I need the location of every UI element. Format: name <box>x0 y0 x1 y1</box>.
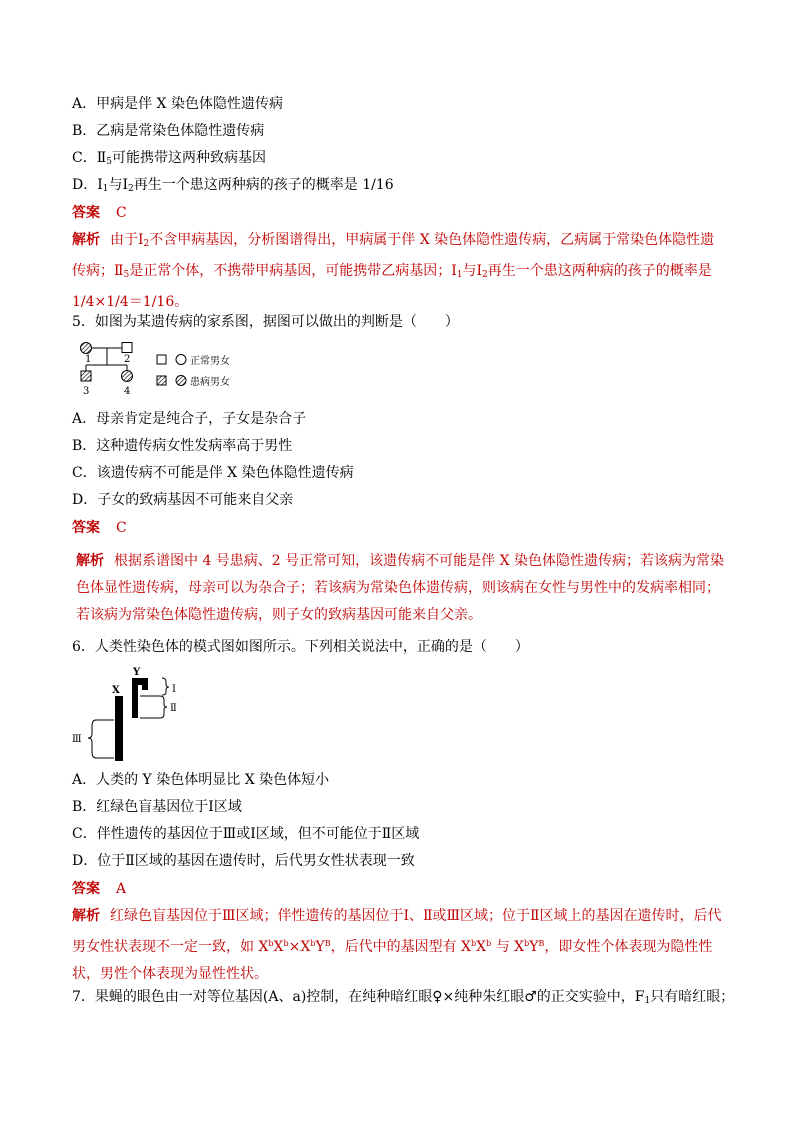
q4-answer: 答案 C <box>72 205 127 221</box>
pedigree-label-4: 4 <box>124 386 131 397</box>
q5-answer: 答案 C <box>72 520 127 536</box>
q4-option-c: C．$Ⅱ_5$可能携带这两种致病基因 <box>72 150 266 167</box>
x-chromosome-bar <box>115 696 123 761</box>
q7-stem: 7．果蝇的眼色由一对等位基因(A、a)控制，在纯种暗红眼♀×纯种朱红眼♂的正交实验中，$F_1$只有暗红眼； <box>72 989 735 1006</box>
legend-affected-female-icon <box>176 376 186 386</box>
pedigree-individual-1 <box>81 343 92 354</box>
pedigree-label-3: 3 <box>83 386 90 397</box>
q5-pedigree-diagram <box>72 338 272 400</box>
q6-option-b: B．红绿色盲基因位于Ⅰ区域 <box>72 799 242 815</box>
q6-answer: 答案 A <box>72 881 127 897</box>
pedigree-individual-3 <box>81 371 91 381</box>
pedigree-label-2: 2 <box>124 354 131 365</box>
q4-option-d: D．$Ⅰ_1$与$Ⅰ_2$再生一个患这两种病的孩子的概率是 1/16 <box>72 177 394 194</box>
legend-affected-male-icon <box>157 376 166 385</box>
region-ii-label: Ⅱ <box>170 703 177 714</box>
q5-option-a: A．母亲肯定是纯合子，子女是杂合子 <box>72 411 307 427</box>
q5-explanation: 解析 根据系谱图中 4 号患病、2 号正常可知，该遗传病不可能是伴 X 染色体隐性遗传病；若该病为常染色体显性遗传病，母亲可以为杂合子；若该病为常染色体遗传病，则该病在女性与男性中的发病率相同；若该病为常染色体隐性遗传病，则子女的致病基因可能来自父亲。 <box>76 553 725 623</box>
y-chromosome-label: Y <box>133 667 141 678</box>
q6-option-a: A．人类的 Y 染色体明显比 X 染色体短小 <box>72 772 330 788</box>
q4-option-a: A．甲病是伴 X 染色体隐性遗传病 <box>72 96 283 112</box>
legend-affected-label: 患病男女 <box>190 377 230 388</box>
q5-option-b: B．这种遗传病女性发病率高于男性 <box>72 438 293 454</box>
x-chromosome-label: X <box>112 685 120 696</box>
q5-option-d: D．子女的致病基因不可能来自父亲 <box>72 492 294 508</box>
legend-normal-male-icon <box>157 355 166 364</box>
legend-normal-label: 正常男女 <box>190 356 230 367</box>
pedigree-individual-2 <box>122 343 132 353</box>
q4-option-b: B．乙病是常染色体隐性遗传病 <box>72 123 265 139</box>
pedigree-label-1: 1 <box>85 354 92 365</box>
legend-normal-female-icon <box>176 355 186 365</box>
q6-option-d: D．位于Ⅱ区域的基因在遗传时，后代男女性状表现一致 <box>72 853 415 869</box>
region-i-label: Ⅰ <box>172 684 176 695</box>
pedigree-individual-4 <box>122 371 133 382</box>
q5-option-c: C．该遗传病不可能是伴 X 染色体隐性遗传病 <box>72 465 354 481</box>
q4-explanation: 解析 由于$Ⅰ_2$不含甲病基因，分析图谱得出，甲病属于伴 X 染色体隐性遗传病，乙病属于常染色体隐性遗传病；$Ⅱ_5$是正常个体，不携带甲病基因，可能携带乙病基因；$Ⅰ_1$与$Ⅰ_2$再生一个患这两种病的孩子的概率是 1/4×1/4＝1/16。 <box>72 232 715 310</box>
q6-option-c: C．伴性遗传的基因位于Ⅲ或Ⅰ区域，但不可能位于Ⅱ区域 <box>72 826 420 842</box>
q6-chromosome-diagram <box>72 664 202 764</box>
q5-stem: 5．如图为某遗传病的家系图，据图可以做出的判断是（ ） <box>72 314 459 330</box>
q6-explanation: 解析 红绿色盲基因位于Ⅲ区域；伴性遗传的基因位于Ⅰ、Ⅱ或Ⅲ区域；位于Ⅱ区域上的基因在遗传时，后代男女性状表现不一定一致，如 $X^bX^b\times X^bY^B$，后代中的基因型有 $X^bX^b$ 与 $X^bY^B$，即女性个体表现为隐性性状，男性个体表现为显性性状。 <box>72 908 722 982</box>
region-iii-label: Ⅲ <box>72 734 82 745</box>
q6-stem: 6．人类性染色体的模式图如图所示。下列相关说法中，正确的是（ ） <box>72 639 529 655</box>
